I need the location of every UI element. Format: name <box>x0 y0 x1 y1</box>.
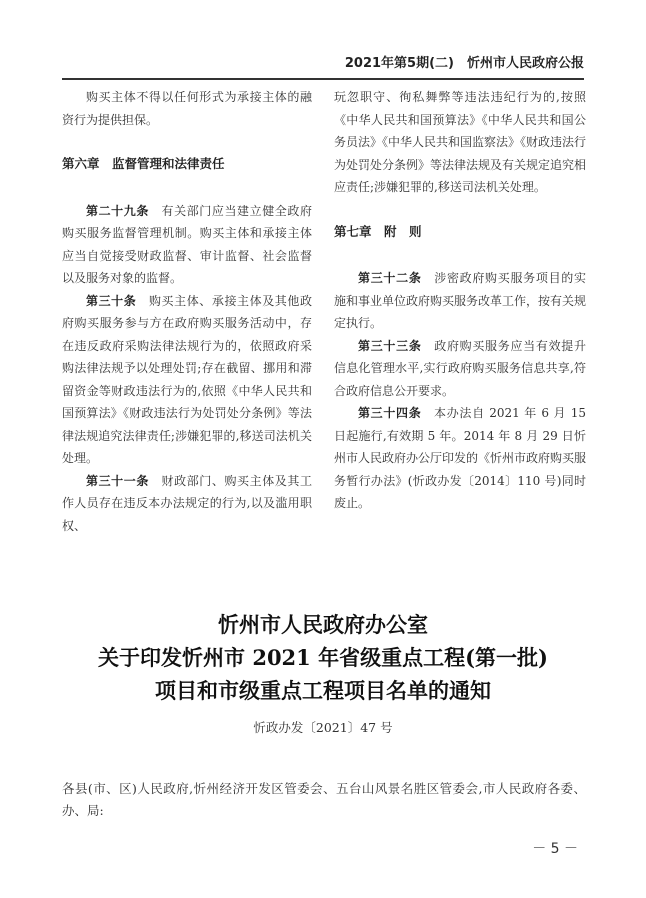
page-number: － 5 － <box>532 841 578 857</box>
article-29-label: 第二十九条 <box>86 203 149 218</box>
article-34-label: 第三十四条 <box>358 406 422 420</box>
article-34 <box>334 402 586 515</box>
paragraph-continued: 购买主体不得以任何形式为承接主体的融资行为提供担保。 <box>62 90 312 127</box>
article-32-label: 第三十二条 <box>358 271 422 285</box>
notice-title-line-3: 项目和市级重点工程项目名单的通知 <box>155 678 491 703</box>
article-31 <box>62 470 312 538</box>
article-31-label: 第三十一条 <box>86 473 149 488</box>
article-33-label: 第三十三条 <box>358 338 422 353</box>
header-title: 2021年第5期(二) 忻州市人民政府公报 <box>344 56 584 71</box>
article-32-text: 涉密政府购买服务项目的实施和事业单位政府购买服务改革工作，按有关规定执行。 <box>334 271 587 330</box>
article-30-label: 第三十条 <box>86 293 137 308</box>
article-30-text: 购买主体、承接主体及其他政府购买服务参与方在政府购买服务活动中，存在违反政府采购法律法规行为的，依照政府采购法律法规予以处理处罚;存在截留、挪用和滞留资金等财政违法行为的,依照《中华人民共和国预算法》《财政违法行为处罚处分条例》等法律法规追究法律责任;涉嫌犯罪的,移送司法机关处理。 <box>62 293 312 465</box>
article-34-text: 本办法自 2021 年 6 月 15 日起施行,有效期 5 年。2014 年 8 月 29 日忻州市人民政府办公厅印发的《忻州市政府购买服务暂行办法》(忻政办发〔2014〕110 号)同时废止。 <box>334 406 587 510</box>
article-29-text: 有关部门应当建立健全政府购买服务监督管理机制。购买主体和承接主体应当自觉接受财政监督、审计监督、社会监督以及服务对象的监督。 <box>62 203 312 285</box>
notice-title-line-1: 忻州市人民政府办公室 <box>218 612 428 637</box>
article-33-text: 政府购买服务应当有效提升信息化管理水平,实行政府购买服务信息共享,符合政府信息公开要求。 <box>334 338 586 398</box>
notice-title-line-2: 关于印发忻州市 2021 年省级重点工程(第一批) <box>98 645 548 670</box>
document-number: 忻政办发〔2021〕47 号 <box>253 720 393 735</box>
paragraph-continued-right: 玩忽职守、徇私舞弊等违法违纪行为的,按照《中华人民共和国预算法》《中华人民共和国公务员法》《中华人民共和国监察法》《财政违法行为处罚处分条例》等法律法规及有关规定追究相应责任;涉嫌犯罪的,移送司法机关处理。 <box>334 90 587 194</box>
notice-title <box>0 608 646 707</box>
right-column <box>334 86 586 515</box>
chapter-7-heading: 第七章 附 则 <box>334 223 422 239</box>
article-33 <box>334 335 586 403</box>
article-29 <box>62 200 312 290</box>
article-31-text: 财政部门、购买主体及其工作人员存在违反本办法规定的行为,以及滥用职权、 <box>62 473 312 533</box>
article-32 <box>334 267 586 335</box>
page-header <box>62 52 584 80</box>
chapter-6-heading: 第六章 监督管理和法律责任 <box>62 156 225 171</box>
left-column <box>62 86 312 537</box>
recipients-line: 各县(市、区)人民政府,忻州经济开发区管委会、五台山风景名胜区管委会,市人民政府各委、办、局: <box>62 781 586 818</box>
article-30 <box>62 290 312 470</box>
